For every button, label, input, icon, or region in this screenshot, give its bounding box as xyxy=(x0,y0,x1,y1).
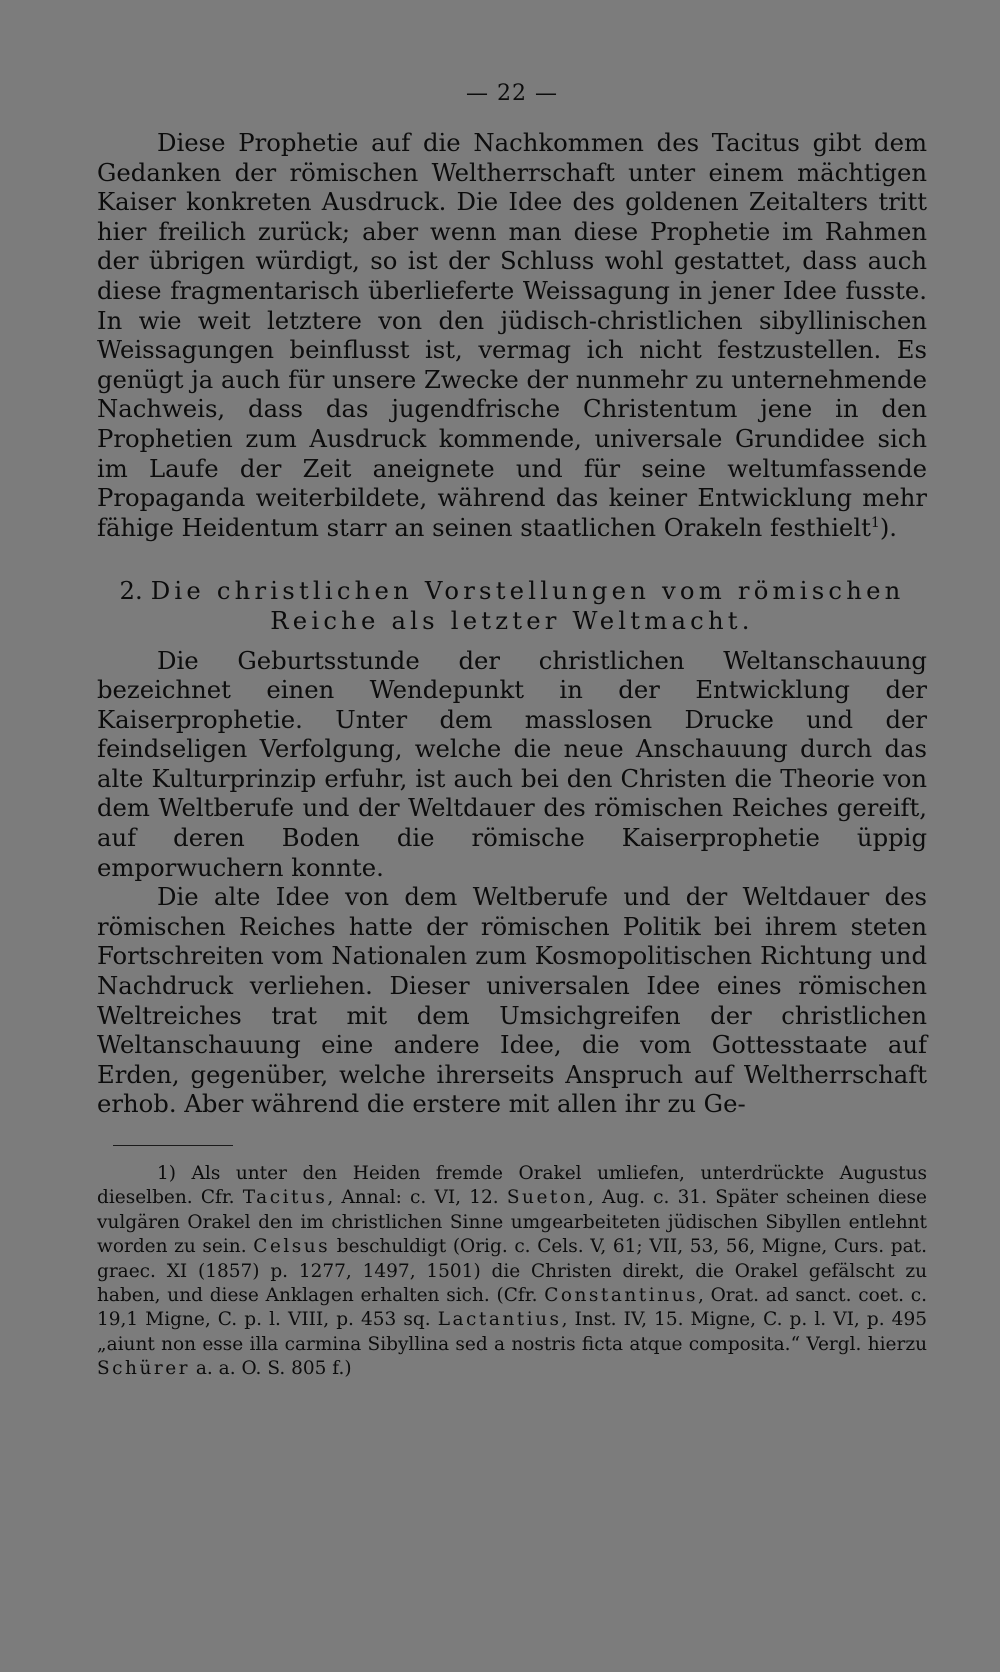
footnote-text-3: , Aug. c. 31. Später scheinen diese vulgären Orakel den im christlichen Sinne umgearbeiteten jüdischen Sibyllen entlehnt worden zu sein. xyxy=(97,1187,928,1258)
paragraph-1 xyxy=(97,128,927,542)
paragraph-3: Die alte Idee von dem Weltberufe und der Weltdauer des römischen Reiches hatte der römischen Politik bei ihrem steten Fortschreiten vom Nationalen zum Kosmopolitischen Richtung und Nachdruck verliehen. Dieser universalen Idee eines römischen Weltreiches trat mit dem Umsichgreifen der christlichen Weltanschauung eine andere Idee, die vom Gottesstaate auf Erden, gegenüber, welche ihrerseits Anspruch auf Weltherrschaft erhob. Aber während die erstere mit allen ihr zu Ge- xyxy=(97,882,927,1119)
footnote-text-2: , Annal: c. VI, 12. xyxy=(327,1187,499,1209)
author-schuerer: Schürer xyxy=(97,1358,190,1380)
author-sueton: Sueton xyxy=(506,1187,588,1209)
footnote-text-5: , Orat. ad sanct. coet. c. 19,1 Migne, C. p. l. VIII, p. 453 sq. xyxy=(97,1285,927,1331)
author-lactantius: Lactantius xyxy=(437,1309,562,1331)
footnote-text-6: , Inst. IV, 15. Migne, C. p. l. VI, p. 495 „aiunt non esse illa carmina Sibyllina sed a nostris ficta atque composita.“ Vergl. hierzu xyxy=(97,1309,927,1355)
paragraph-1-text: Diese Prophetie auf die Nachkommen des Tacitus gibt dem Gedanken der römischen Weltherrschaft unter einem mächtigen Kaiser konkreten Ausdruck. Die Idee des goldenen Zeitalters tritt hier freilich zurück; aber wenn man diese Prophetie im Rahmen der übrigen würdigt, so ist der Schluss wohl gestattet, dass auch diese fragmentarisch überlieferte Weissagung in jener Idee fusste. In wie weit letztere von den jüdisch-christlichen sibyllinischen Weissagungen beinflusst ist, vermag ich nicht festzustellen. Es genügt ja auch für unsere Zwecke der nunmehr zu unternehmende Nachweis, dass das jugendfrische Christentum jene in den Prophetien zum Ausdruck kommende, universale Grundidee sich im Laufe der Zeit aneignete und für seine weltumfassende Propaganda weiterbildete, während das keiner Entwicklung mehr fähige Heidentum starr an seinen staatlichen Orakeln festhielt xyxy=(97,128,927,542)
author-celsus: Celsus xyxy=(253,1236,331,1258)
paragraph-2: Die Geburtsstunde der christlichen Weltanschauung bezeichnet einen Wendepunkt in der Entwicklung der Kaiserprophetie. Unter dem masslosen Drucke und der feindseligen Verfolgung, welche die neue Anschauung durch das alte Kulturprinzip erfuhr, ist auch bei den Christen die Theorie von dem Weltberufe und der Weltdauer des römischen Reiches gereift, auf deren Boden die römische Kaiserprophetie üppig emporwuchern konnte. xyxy=(97,645,927,882)
section-heading xyxy=(97,576,927,635)
book-page xyxy=(97,74,927,1382)
footnote-text-4: beschuldigt (Orig. c. Cels. V, 61; VII, 53, 56, Migne, Curs. pat. graec. XI (1857) p. 1277, 1497, 1501) die Christen direkt, die Orakel gefälscht zu haben, und diese Anklagen erhalten sich. (Cfr. xyxy=(97,1236,927,1307)
footnote-mark: 1) xyxy=(157,1163,176,1184)
footnote-text-7: a. a. O. S. 805 f.) xyxy=(195,1358,352,1380)
page-number: — 22 — xyxy=(466,81,558,106)
footnote xyxy=(97,1162,927,1382)
section-title-part-1: Die christlichen Vorstellungen vom römischen xyxy=(150,576,905,606)
footnote-text-1: Als unter den Heiden fremde Orakel umliefen, unterdrückte Augustus dieselben. Cfr. xyxy=(97,1163,927,1209)
paragraph-1-end: ). xyxy=(879,512,898,542)
section-heading-line-2: Reiche als letzter Weltmacht. xyxy=(270,605,754,635)
footnote-reference: 1 xyxy=(870,514,880,531)
section-number: 2. xyxy=(119,576,143,606)
section-heading-line-1 xyxy=(97,576,927,606)
footnote-divider xyxy=(113,1145,233,1146)
author-tacitus: Tacitus xyxy=(242,1187,328,1209)
author-constantinus: Constantinus xyxy=(544,1285,698,1307)
